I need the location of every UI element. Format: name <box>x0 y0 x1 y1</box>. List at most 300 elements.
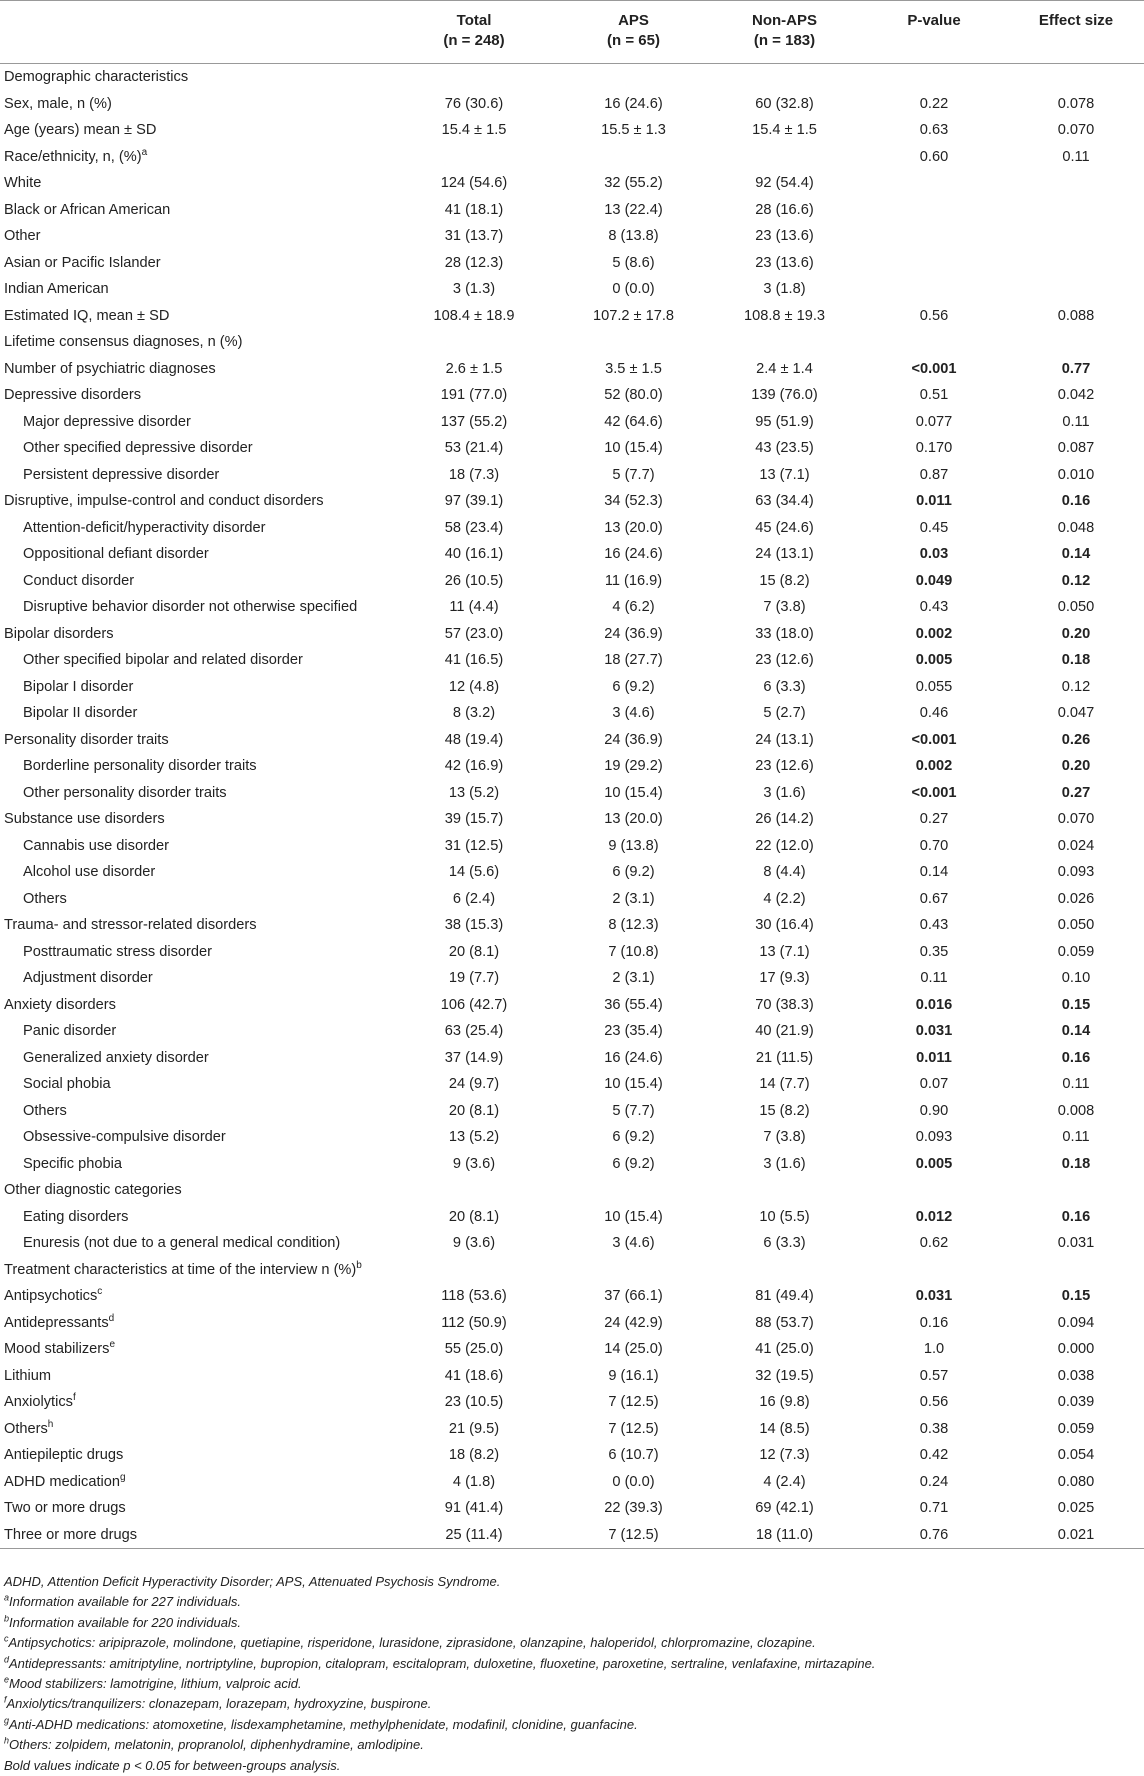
cell-non-aps: 17 (9.3) <box>759 970 810 986</box>
cell-aps: 5 (7.7) <box>612 1102 655 1119</box>
table-row <box>0 356 1144 383</box>
table-row <box>0 859 1144 886</box>
footnote-text: Mood stabilizers: lamotrigine, lithium, valproic acid. <box>9 1676 302 1692</box>
footnote-marker: h <box>4 1735 10 1746</box>
table-row <box>0 1363 1144 1390</box>
row-label <box>0 409 390 436</box>
cell-total: 6 (2.4) <box>452 890 496 907</box>
table-row <box>0 1151 1144 1178</box>
cell-aps: 13 (20.0) <box>604 519 663 536</box>
row-label-text: Panic disorder <box>23 1023 117 1039</box>
cell-p-value: 0.42 <box>919 1447 949 1463</box>
row-label-text: Substance use disorders <box>4 811 165 827</box>
row-label <box>0 1522 390 1549</box>
row-label-text: ADHD medication <box>4 1473 120 1490</box>
table-row <box>0 197 1144 224</box>
cell-effect-size <box>1008 223 1144 250</box>
row-label-text: Personality disorder traits <box>4 731 169 748</box>
cell-aps: 8 (12.3) <box>608 917 659 933</box>
cell-non-aps: 88 (53.7) <box>755 1314 814 1331</box>
table-row <box>0 1416 1144 1443</box>
cell-aps: 107.2 ± 17.8 <box>592 307 675 324</box>
cell-effect-size <box>1008 276 1144 303</box>
table-row <box>0 1177 1144 1204</box>
cell-p-value <box>860 276 1008 303</box>
cell-aps: 8 (13.8) <box>608 228 659 244</box>
cell-aps: 10 (15.4) <box>604 1076 663 1092</box>
cell-effect-size: 0.025 <box>1057 1500 1095 1516</box>
cell-p-value: 0.43 <box>919 599 949 615</box>
cell-aps: 6 (9.2) <box>612 1129 655 1145</box>
cell-non-aps: 24 (13.1) <box>755 731 814 748</box>
footnote-marker: g <box>4 1715 10 1726</box>
cell-effect-size: 0.070 <box>1057 122 1095 138</box>
cell-total: 3 (1.3) <box>452 281 496 297</box>
row-label-text: Persistent depressive disorder <box>23 466 220 483</box>
cell-total: 108.4 ± 18.9 <box>433 307 515 324</box>
row-label <box>0 515 390 542</box>
row-label-text: Disruptive behavior disorder not otherwise specified <box>23 599 358 615</box>
header-total <box>390 1 558 64</box>
table-row <box>0 303 1144 330</box>
cell-total: 13 (5.2) <box>448 784 500 801</box>
cell-p-value: 0.43 <box>919 917 949 933</box>
cell-total: 8 (3.2) <box>452 705 496 721</box>
cell-total: 9 (3.6) <box>452 1235 496 1251</box>
table-row <box>0 64 1144 91</box>
cell-effect-size: 0.16 <box>1061 493 1091 509</box>
footnote <box>4 1735 1134 1755</box>
cell-total: 31 (13.7) <box>444 228 504 244</box>
footnote <box>4 1633 1134 1653</box>
cell-p-value <box>860 64 1008 91</box>
footnote-marker: c <box>4 1633 9 1644</box>
table-row <box>0 568 1144 595</box>
row-label-text: Adjustment disorder <box>23 970 153 986</box>
row-label <box>0 64 390 91</box>
row-label-text: Anxiety disorders <box>4 996 116 1013</box>
cell-aps: 37 (66.1) <box>604 1288 663 1304</box>
header-p-value-name: P-value <box>907 12 961 29</box>
table-row <box>0 1522 1144 1549</box>
cell-non-aps: 32 (19.5) <box>755 1367 814 1384</box>
cell-p-value: 0.46 <box>919 705 949 721</box>
cell-aps: 10 (15.4) <box>604 1208 663 1225</box>
row-label-text: Specific phobia <box>23 1155 122 1172</box>
footnote <box>4 1613 1134 1633</box>
row-label-text: Race/ethnicity, n, (%) <box>4 148 142 165</box>
table-footnotes <box>4 1572 1134 1776</box>
row-label <box>0 1045 390 1072</box>
table-row <box>0 1071 1144 1098</box>
cell-effect-size: 0.11 <box>1062 413 1090 430</box>
table-row <box>0 541 1144 568</box>
row-label-text: Generalized anxiety disorder <box>23 1049 209 1066</box>
table-row <box>0 1389 1144 1416</box>
header-p-value <box>860 1 1008 64</box>
cell-non-aps: 15.4 ± 1.5 <box>752 122 817 138</box>
table-row <box>0 435 1144 462</box>
cell-p-value: <0.001 <box>911 784 957 801</box>
row-label-text: Estimated IQ, mean ± SD <box>4 307 170 324</box>
row-label <box>0 647 390 674</box>
cell-effect-size: 0.050 <box>1057 599 1095 615</box>
cell-effect-size: 0.20 <box>1061 625 1091 642</box>
table-row <box>0 833 1144 860</box>
cell-effect-size <box>1008 1257 1144 1284</box>
cell-non-aps: 70 (38.3) <box>755 996 814 1013</box>
row-label <box>0 1257 390 1284</box>
row-label <box>0 594 390 621</box>
cell-aps: 7 (12.5) <box>608 1394 659 1410</box>
row-label <box>0 541 390 568</box>
cell-total: 76 (30.6) <box>444 95 504 112</box>
cell-aps: 4 (6.2) <box>612 599 655 615</box>
row-label <box>0 753 390 780</box>
cell-aps: 6 (10.7) <box>608 1447 659 1463</box>
cell-p-value: 0.63 <box>919 122 949 138</box>
row-label <box>0 674 390 701</box>
cell-total: 39 (15.7) <box>444 811 504 827</box>
cell-non-aps: 18 (11.0) <box>709 1522 860 1549</box>
cell-total: 38 (15.3) <box>444 917 504 933</box>
cell-non-aps: 3 (1.8) <box>763 281 806 297</box>
cell-non-aps: 21 (11.5) <box>755 1049 814 1066</box>
row-label-text: Asian or Pacific Islander <box>4 254 161 271</box>
table-row <box>0 276 1144 303</box>
row-label <box>0 223 390 250</box>
cell-total: 106 (42.7) <box>440 996 508 1013</box>
cell-total: 18 (8.2) <box>448 1447 500 1463</box>
cell-aps: 6 (9.2) <box>612 864 655 880</box>
cell-aps: 14 (25.0) <box>604 1341 663 1357</box>
cell-non-aps: 13 (7.1) <box>759 943 810 960</box>
cell-effect-size <box>1008 1177 1144 1204</box>
cell-aps: 5 (8.6) <box>612 254 655 271</box>
cell-p-value: <0.001 <box>911 731 957 748</box>
cell-total: 53 (21.4) <box>444 440 504 456</box>
cell-non-aps: 3 (1.6) <box>763 784 806 801</box>
cell-p-value: 0.093 <box>915 1129 953 1145</box>
cell-total: 191 (77.0) <box>440 387 508 403</box>
cell-effect-size: 0.008 <box>1057 1102 1095 1119</box>
table-row <box>0 1310 1144 1337</box>
cell-effect-size: 0.093 <box>1057 864 1095 880</box>
cell-total: 58 (23.4) <box>444 519 504 536</box>
footnote-marker: f <box>72 1392 76 1404</box>
cell-effect-size: 0.042 <box>1057 387 1095 403</box>
cell-total: 20 (8.1) <box>448 1208 500 1225</box>
row-label <box>0 1177 390 1204</box>
row-label-text: Antiepileptic drugs <box>4 1447 124 1463</box>
row-label-text: Anxiolytics <box>4 1394 73 1410</box>
row-label <box>0 329 390 356</box>
cell-effect-size: 0.031 <box>1057 1235 1095 1251</box>
table-row <box>0 223 1144 250</box>
cell-total: 118 (53.6) <box>441 1288 507 1304</box>
cell-non-aps: 23 (13.6) <box>755 228 814 244</box>
cell-total: 41 (16.5) <box>444 652 504 668</box>
cell-p-value: 0.077 <box>915 413 953 430</box>
table-row <box>0 250 1144 277</box>
cell-total: 41 (18.1) <box>444 201 504 218</box>
row-label-text: Other specified bipolar and related disorder <box>23 652 303 668</box>
row-label <box>0 303 390 330</box>
table-row <box>0 621 1144 648</box>
table-row <box>0 727 1144 754</box>
table-row <box>0 594 1144 621</box>
cell-total: 41 (18.6) <box>444 1367 504 1384</box>
cell-total: 24 (9.7) <box>448 1076 500 1092</box>
cell-effect-size: 0.11 <box>1062 1076 1090 1092</box>
cell-aps: 7 (12.5) <box>608 1420 659 1437</box>
cell-total: 97 (39.1) <box>444 493 504 509</box>
row-label <box>0 382 390 409</box>
cell-p-value: 0.055 <box>915 678 953 695</box>
cell-non-aps: 24 (13.1) <box>755 546 814 562</box>
table-row <box>0 1045 1144 1072</box>
row-label <box>0 462 390 489</box>
cell-p-value: 0.71 <box>919 1500 949 1516</box>
cell-total: 18 (7.3) <box>448 466 500 483</box>
table-header <box>0 1 1144 64</box>
cell-non-aps: 6 (3.3) <box>763 678 806 695</box>
table-row <box>0 965 1144 992</box>
row-label <box>0 356 390 383</box>
cell-total <box>390 1257 558 1284</box>
cell-p-value: 0.11 <box>920 970 948 986</box>
cell-effect-size: 0.11 <box>1062 1129 1090 1145</box>
row-label <box>0 1336 390 1363</box>
cell-non-aps: 5 (2.7) <box>763 705 806 721</box>
row-label <box>0 833 390 860</box>
table-row <box>0 674 1144 701</box>
cell-effect-size: 0.050 <box>1057 917 1095 933</box>
cell-aps: 16 (24.6) <box>604 95 663 112</box>
cell-total: 2.6 ± 1.5 <box>445 360 503 377</box>
footnote-text: Information available for 220 individuals. <box>9 1614 241 1630</box>
table-row <box>0 700 1144 727</box>
cell-effect-size: 0.14 <box>1061 1023 1091 1039</box>
cell-total: 91 (41.4) <box>444 1500 504 1516</box>
footnote <box>4 1572 1134 1592</box>
row-label <box>0 197 390 224</box>
cell-non-aps: 6 (3.3) <box>763 1235 806 1251</box>
cell-p-value: 0.031 <box>915 1023 953 1039</box>
row-label-text: Three or more drugs <box>4 1526 138 1543</box>
row-label <box>0 170 390 197</box>
cell-effect-size: 0.26 <box>1061 731 1091 748</box>
table-row <box>0 939 1144 966</box>
row-label-text: Posttraumatic stress disorder <box>23 943 212 960</box>
cell-non-aps: 14 (8.5) <box>759 1420 810 1437</box>
row-label <box>0 965 390 992</box>
table-row <box>0 1442 1144 1469</box>
row-label-text: Enuresis (not due to a general medical condition) <box>23 1235 341 1251</box>
footnote-marker: a <box>141 146 148 158</box>
cell-non-aps: 95 (51.9) <box>755 413 814 430</box>
cell-total <box>390 64 558 91</box>
cell-non-aps: 30 (16.4) <box>755 917 814 933</box>
table-row <box>0 329 1144 356</box>
cell-effect-size: 0.024 <box>1057 837 1095 854</box>
cell-total <box>390 329 558 356</box>
table-row <box>0 170 1144 197</box>
header-total-n: (n = 248) <box>443 32 505 49</box>
row-label-text: Black or African American <box>4 201 171 218</box>
row-label <box>0 1495 390 1522</box>
row-label <box>0 780 390 807</box>
row-label <box>0 727 390 754</box>
row-label-text: Other specified depressive disorder <box>23 440 253 456</box>
row-label-text: Lithium <box>4 1367 52 1384</box>
cell-p-value: 0.60 <box>919 148 949 165</box>
cell-aps: 6 (9.2) <box>612 678 655 695</box>
cell-effect-size: 0.080 <box>1057 1473 1095 1490</box>
cell-aps: 52 (80.0) <box>604 387 663 403</box>
cell-aps: 9 (13.8) <box>608 837 659 854</box>
footnote-marker: b <box>4 1613 10 1624</box>
row-label-text: White <box>4 175 42 191</box>
footnote-marker: d <box>108 1312 115 1324</box>
cell-p-value <box>860 170 1008 197</box>
cell-total: 137 (55.2) <box>440 413 508 430</box>
header-label <box>0 1 390 64</box>
row-label-text: Other personality disorder traits <box>23 784 227 801</box>
cell-aps: 6 (9.2) <box>612 1155 655 1172</box>
header-non-aps-n: (n = 183) <box>753 32 816 49</box>
cell-effect-size: 0.048 <box>1057 519 1095 536</box>
cell-total: 13 (5.2) <box>448 1129 500 1145</box>
cell-aps: 3.5 ± 1.5 <box>605 360 662 377</box>
row-label-text: Bipolar II disorder <box>23 705 138 721</box>
table-row <box>0 382 1144 409</box>
cell-non-aps: 139 (76.0) <box>751 387 818 403</box>
row-label-text: Disruptive, impulse-control and conduct disorders <box>4 493 324 509</box>
footnote-text: ADHD, Attention Deficit Hyperactivity Disorder; APS, Attenuated Psychosis Syndrome. <box>4 1574 501 1589</box>
row-label-text: Antipsychotics <box>4 1288 98 1304</box>
cell-p-value: 0.049 <box>915 572 953 589</box>
table-row <box>0 780 1144 807</box>
cell-total: 9 (3.6) <box>452 1155 496 1172</box>
cell-aps: 42 (64.6) <box>604 413 663 430</box>
cell-non-aps: 16 (9.8) <box>759 1394 810 1410</box>
row-label-text: Others <box>23 1102 67 1119</box>
cell-total: 37 (14.9) <box>444 1049 504 1066</box>
cell-aps <box>558 329 709 356</box>
cell-effect-size: 0.10 <box>1061 970 1091 986</box>
cell-p-value: 0.24 <box>919 1473 949 1490</box>
cell-non-aps: 7 (3.8) <box>763 599 806 615</box>
row-label <box>0 1071 390 1098</box>
cell-p-value: 0.005 <box>915 652 953 668</box>
row-label-text: Oppositional defiant disorder <box>23 546 209 562</box>
cell-effect-size: 0.039 <box>1057 1394 1095 1410</box>
cell-effect-size: 0.12 <box>1061 572 1091 589</box>
table-row <box>0 144 1144 171</box>
cell-effect-size: 0.12 <box>1061 678 1091 695</box>
row-label-text: Lifetime consensus diagnoses, n (%) <box>4 334 243 350</box>
table-row <box>0 806 1144 833</box>
cell-non-aps: 10 (5.5) <box>759 1208 810 1225</box>
row-label-text: Bipolar I disorder <box>23 678 134 695</box>
cell-total: 48 (19.4) <box>444 731 504 748</box>
cell-total: 21 (9.5) <box>448 1420 500 1437</box>
cell-non-aps <box>709 1257 860 1284</box>
row-label <box>0 91 390 118</box>
cell-non-aps: 2.4 ± 1.4 <box>756 360 813 377</box>
row-label <box>0 144 390 171</box>
cell-effect-size: 0.059 <box>1057 1420 1095 1437</box>
cell-non-aps <box>709 64 860 91</box>
row-label-text: Attention-deficit/hyperactivity disorder <box>23 519 266 536</box>
row-label <box>0 1442 390 1469</box>
cell-effect-size: 0.77 <box>1061 360 1091 377</box>
footnote-text: Anti-ADHD medications: atomoxetine, lisdexamphetamine, methylphenidate, modafinil, clonidine, guanfacine. <box>9 1716 638 1732</box>
cell-aps: 13 (20.0) <box>604 811 663 827</box>
table-row <box>0 1257 1144 1284</box>
row-label <box>0 1310 390 1337</box>
table-row <box>0 462 1144 489</box>
cell-total: 42 (16.9) <box>444 758 504 774</box>
row-label-text: Cannabis use disorder <box>23 837 170 854</box>
cell-total: 15.4 ± 1.5 <box>441 122 507 138</box>
cell-non-aps: 22 (12.0) <box>755 837 814 854</box>
table-row <box>0 992 1144 1019</box>
footnote-text: Antipsychotics: aripiprazole, molindone, quetiapine, risperidone, lurasidone, ziprasidone, olanzapine, haloperidol, chlorpromazine, clozapine. <box>8 1635 816 1651</box>
cell-total: 57 (23.0) <box>444 625 504 642</box>
footnote <box>4 1654 1134 1674</box>
header-non-aps-name: Non-APS <box>752 12 817 29</box>
cell-aps: 7 (12.5) <box>558 1522 709 1549</box>
footnote-text: Others: zolpidem, melatonin, propranolol, diphenhydramine, amlodipine. <box>9 1737 424 1753</box>
row-label-text: Treatment characteristics at time of the interview n (%) <box>4 1261 357 1278</box>
row-label <box>0 912 390 939</box>
cell-aps: 23 (35.4) <box>604 1023 663 1039</box>
table-row <box>0 1495 1144 1522</box>
footnote-text: Anxiolytics/tranquilizers: clonazepam, lorazepam, hydroxyzine, buspirone. <box>6 1696 432 1712</box>
cell-total: 25 (11.4) <box>390 1522 558 1549</box>
row-label-text: Two or more drugs <box>4 1500 126 1516</box>
cell-aps: 10 (15.4) <box>604 440 663 456</box>
footnote-marker: b <box>356 1259 362 1271</box>
footnote-text: Antidepressants: amitriptyline, nortriptyline, bupropion, citalopram, escitalopram, duloxetine, fluoxetine, paroxetine, sertraline, venlafaxine, mirtazapine. <box>9 1655 876 1671</box>
cell-effect-size: 0.054 <box>1057 1447 1095 1463</box>
cell-aps: 24 (36.9) <box>604 625 663 642</box>
cell-p-value: 0.45 <box>919 519 949 536</box>
cell-non-aps: 60 (32.8) <box>755 95 814 112</box>
row-label-text: Bipolar disorders <box>4 625 114 642</box>
cell-non-aps: 23 (12.6) <box>755 758 814 774</box>
cell-effect-size: 0.087 <box>1057 440 1095 456</box>
row-label-text: Indian American <box>4 281 109 297</box>
cell-effect-size <box>1008 197 1144 224</box>
row-label-text: Age (years) mean ± SD <box>4 122 157 138</box>
row-label <box>0 117 390 144</box>
cell-non-aps: 41 (25.0) <box>755 1341 814 1357</box>
table-row <box>0 1018 1144 1045</box>
cell-aps: 18 (27.7) <box>604 652 663 668</box>
cell-p-value: 0.70 <box>919 837 949 854</box>
footnote-marker: c <box>97 1286 103 1298</box>
table-row <box>0 1336 1144 1363</box>
cell-effect-size: 0.010 <box>1057 466 1095 483</box>
cell-total: 26 (10.5) <box>444 572 504 589</box>
cell-non-aps: 14 (7.7) <box>759 1076 810 1092</box>
cell-total: 12 (4.8) <box>448 678 500 695</box>
table-row <box>0 1098 1144 1125</box>
table-body <box>0 64 1144 1549</box>
